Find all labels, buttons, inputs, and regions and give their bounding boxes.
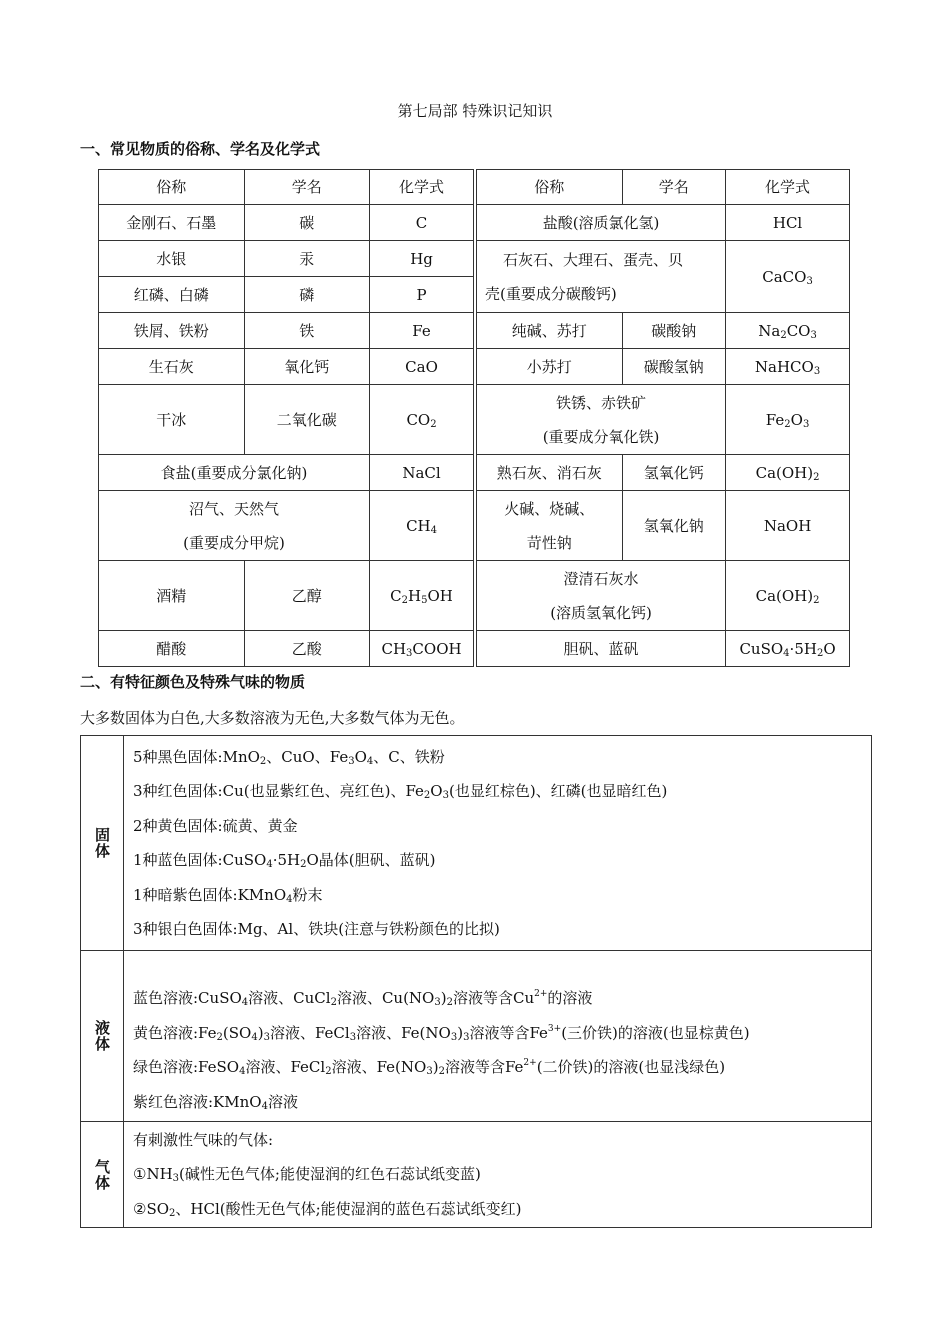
gas-line: $②SO_2$、HCl(酸性无色气体;能使湿润的蓝色石蕊试纸变红) xyxy=(133,1199,522,1219)
scientific-name: 磷 xyxy=(244,277,370,313)
col-header-common: 俗称 xyxy=(99,170,245,205)
common-name: 干冰 xyxy=(99,385,245,455)
solid-line: 3种银白色固体:Mg、Al、铁块(注意与铁粉颜色的比拟) xyxy=(133,920,500,938)
solid-line: 1种暗紫色固体:KMnO$_4$粉末 xyxy=(133,885,323,905)
scientific-name: 乙醇 xyxy=(244,561,370,631)
liquid-colors xyxy=(124,951,872,1122)
formula: CaCO$_3$ xyxy=(726,241,850,313)
liquid-line: 紫红色溶液:KMnO$_4$溶液 xyxy=(133,1092,298,1112)
common-name: 熟石灰、消石灰 xyxy=(477,455,623,491)
substance-table-right xyxy=(476,169,850,667)
common-name: 火碱、烧碱、 苛性钠 xyxy=(477,491,623,561)
common-name: 石灰石、大理石、蛋壳、贝 壳(重要成分碳酸钙) xyxy=(477,241,726,313)
formula: NaHCO$_3$ xyxy=(726,349,850,385)
scientific-name: 碳酸氢钠 xyxy=(622,349,726,385)
formula: P xyxy=(370,277,474,313)
common-name: 铁屑、铁粉 xyxy=(99,313,245,349)
col-header-formula: 化学式 xyxy=(726,170,850,205)
page-title: 第七局部 特殊识记知识 xyxy=(397,102,553,120)
scientific-name: 氢氧化钠 xyxy=(622,491,726,561)
gas-line: 有刺激性气味的气体: xyxy=(133,1130,274,1149)
scientific-name: 氧化钙 xyxy=(244,349,370,385)
category-solid: 固体 xyxy=(81,736,124,951)
formula: C xyxy=(370,205,474,241)
common-name: 水银 xyxy=(99,241,245,277)
formula: $Fe_2O_3$ xyxy=(726,385,850,455)
formula: $Na_2CO_3$ xyxy=(726,313,850,349)
common-name: 食盐(重要成分氯化钠) xyxy=(99,455,370,491)
solid-line: 2种黄色固体:硫黄、黄金 xyxy=(133,816,298,835)
solid-line: 5种黑色固体:MnO$_2$、CuO、$Fe_3O_4$、C、铁粉 xyxy=(133,747,445,767)
section1-heading: 一、常见物质的俗称、学名及化学式 xyxy=(80,140,321,158)
color-odor-table xyxy=(80,735,872,1228)
common-name: 澄清石灰水 (溶质氢氧化钙) xyxy=(477,561,726,631)
liquid-line: 黄色溶液$:Fe_2(SO_4)_3$溶液、FeCl$_3$溶液、$Fe(NO_3)_3$溶液等含$Fe^{3+}$(三价铁)的溶液(也显棕黄色) xyxy=(133,1023,750,1043)
col-header-name: 学名 xyxy=(622,170,726,205)
formula: NaOH xyxy=(726,491,850,561)
formula: NaCl xyxy=(370,455,474,491)
scientific-name: 铁 xyxy=(244,313,370,349)
common-name: 胆矾、蓝矾 xyxy=(477,631,726,667)
common-name: 酒精 xyxy=(99,561,245,631)
formula: $CH_3COOH$ xyxy=(370,631,474,667)
category-liquid: 液体 xyxy=(81,951,124,1122)
section2-intro: 大多数固体为白色,大多数溶液为无色,大多数气体为无色。 xyxy=(80,709,465,727)
col-header-name: 学名 xyxy=(244,170,370,205)
liquid-line: 蓝色溶液:CuSO$_4$溶液、CuCl$_2$溶液、$Cu(NO_3)_2$溶液等含$Cu^{2+}$的溶液 xyxy=(133,989,593,1008)
formula: CaO xyxy=(370,349,474,385)
formula: HCl xyxy=(726,205,850,241)
formula: Fe xyxy=(370,313,474,349)
common-name: 小苏打 xyxy=(477,349,623,385)
formula: $CO_2$ xyxy=(370,385,474,455)
substance-table-left xyxy=(98,169,474,667)
category-gas: 气体 xyxy=(81,1122,124,1228)
gas-odors xyxy=(124,1122,872,1228)
common-name: 铁锈、赤铁矿 (重要成分氧化铁) xyxy=(477,385,726,455)
liquid-line: 绿色溶液:FeSO$_4$溶液、FeCl$_2$溶液、$Fe(NO_3)_2$溶液等含$Fe^{2+}$(二价铁)的溶液(也显浅绿色) xyxy=(133,1058,726,1077)
col-header-common: 俗称 xyxy=(477,170,623,205)
formula: $Ca(OH)_2$ xyxy=(726,561,850,631)
common-name: 醋酸 xyxy=(99,631,245,667)
section2-heading: 二、有特征颜色及特殊气味的物质 xyxy=(80,673,306,691)
formula: $C_2H_5OH$ xyxy=(370,561,474,631)
scientific-name: 碳 xyxy=(244,205,370,241)
common-name: 金刚石、石墨 xyxy=(99,205,245,241)
gas-line: $①NH_3$(碱性无色气体;能使湿润的红色石蕊试纸变蓝) xyxy=(133,1165,481,1185)
solid-line: 3种红色固体:Cu(也显紫红色、亮红色)、$Fe_2O_3$(也显红棕色)、红磷(也显暗红色) xyxy=(133,782,668,801)
formula: Hg xyxy=(370,241,474,277)
solid-line: 1种蓝色固体$:CuSO_4\cdot 5H_2O$晶体(胆矾、蓝矾) xyxy=(133,851,436,870)
common-name: 盐酸(溶质氯化氢) xyxy=(477,205,726,241)
common-name: 生石灰 xyxy=(99,349,245,385)
scientific-name: 碳酸钠 xyxy=(622,313,726,349)
scientific-name: 氢氧化钙 xyxy=(622,455,726,491)
scientific-name: 乙酸 xyxy=(244,631,370,667)
formula: $Ca(OH)_2$ xyxy=(726,455,850,491)
scientific-name: 二氧化碳 xyxy=(244,385,370,455)
common-name: 沼气、天然气 (重要成分甲烷) xyxy=(99,491,370,561)
formula: $CH_4$ xyxy=(370,491,474,561)
col-header-formula: 化学式 xyxy=(370,170,474,205)
scientific-name: 汞 xyxy=(244,241,370,277)
solid-colors xyxy=(124,736,872,951)
common-name: 纯碱、苏打 xyxy=(477,313,623,349)
common-name: 红磷、白磷 xyxy=(99,277,245,313)
formula: $CuSO_4\cdot 5H_2O$ xyxy=(726,631,850,667)
